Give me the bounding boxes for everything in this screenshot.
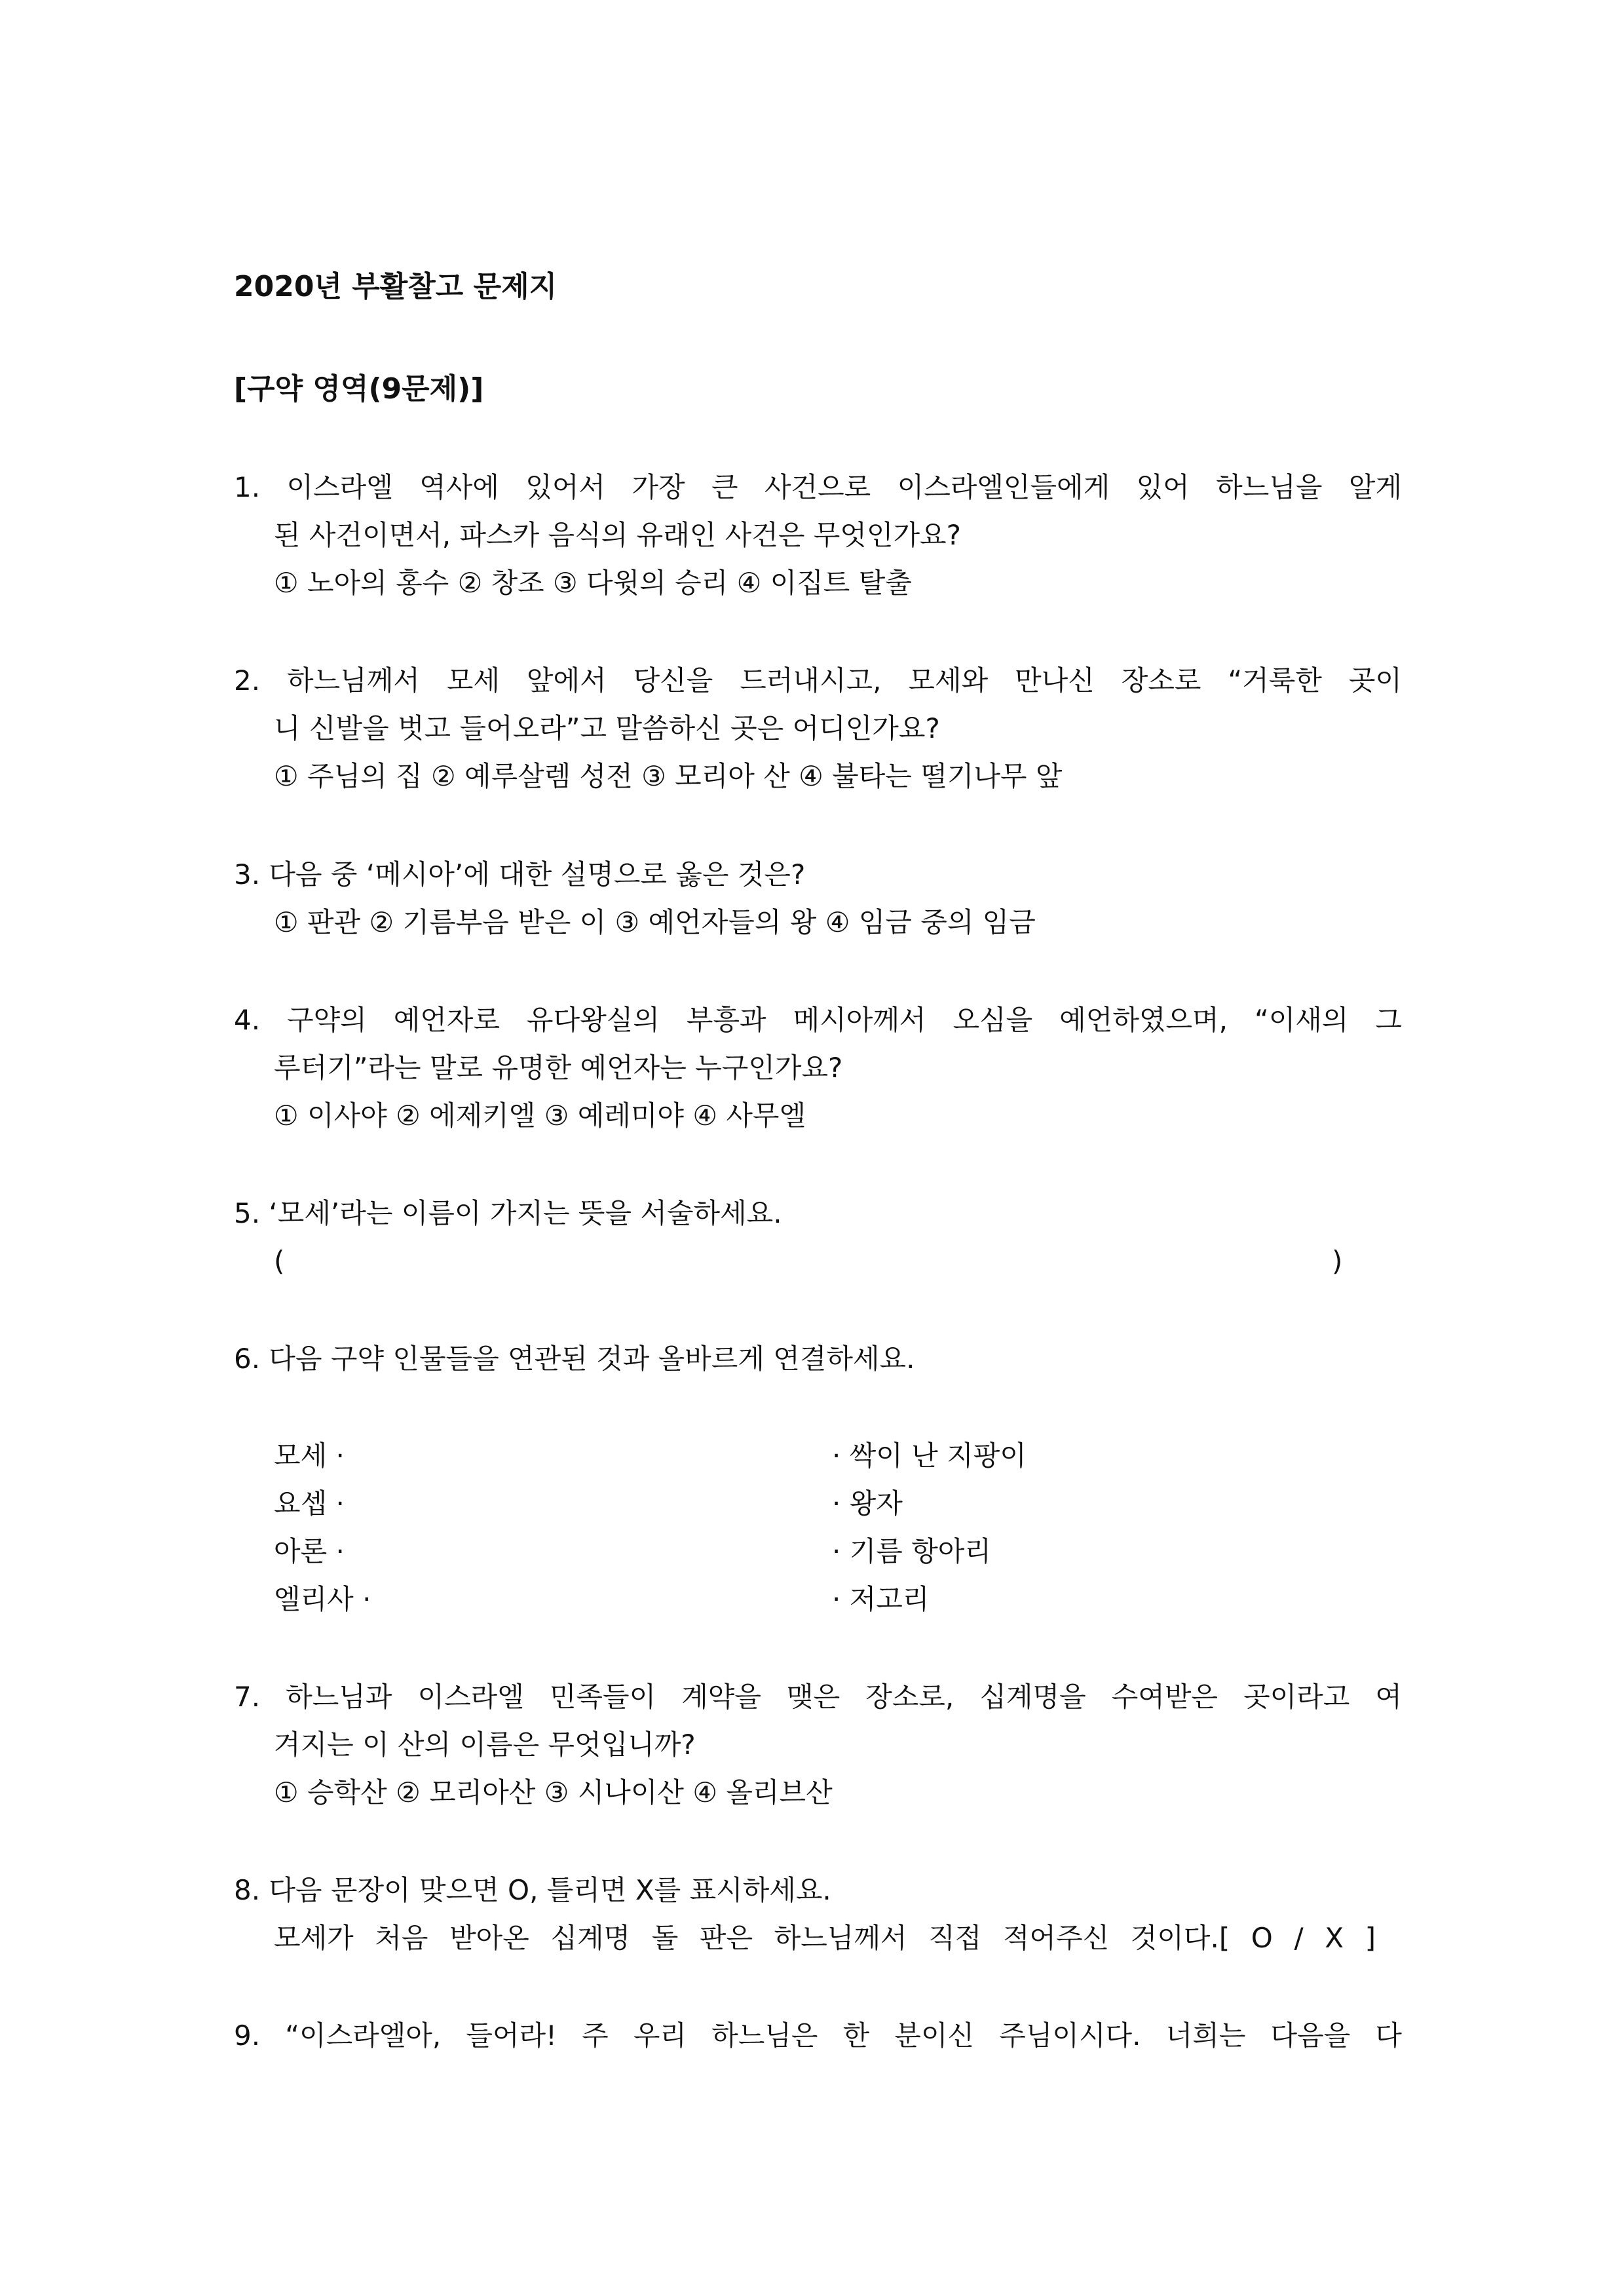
question-4-line-2: 루터기”라는 말로 유명한 예언자는 누구인가요? — [274, 1052, 843, 1084]
question-2-line-1: 2. 하느님께서 모세 앞에서 당신을 드러내시고, 모세와 만나신 장소로 “거룩한 곳이 — [234, 664, 1402, 697]
question-3-line-1: 3. 다음 중 ‘메시아’에 대한 설명으로 옳은 것은? — [234, 858, 806, 890]
answer-open-paren: ( — [274, 1245, 285, 1277]
match-right-item: · 왕자 — [832, 1487, 903, 1520]
question-4-line-1: 4. 구약의 예언자로 유다왕실의 부흥과 메시아께서 오심을 예언하였으며, “이새의 그 — [234, 1004, 1402, 1036]
question-7-line-1: 7. 하느님과 이스라엘 민족들이 계약을 맺은 장소로, 십계명을 수여받은 곳이라고 여 — [234, 1681, 1402, 1713]
question-3-options: ① 판관 ② 기름부음 받은 이 ③ 예언자들의 왕 ④ 임금 중의 임금 — [274, 906, 1036, 938]
match-right-item: · 싹이 난 지팡이 — [832, 1440, 1027, 1472]
question-9-line-1: 9. “이스라엘아, 들어라! 주 우리 하느님은 한 분이신 주님이시다. 너희는 다음을 다 — [234, 2019, 1402, 2052]
question-4-options: ① 이사야 ② 에제키엘 ③ 예레미야 ④ 사무엘 — [274, 1100, 806, 1132]
question-2-line-2: 니 신발을 벗고 들어오라”고 말씀하신 곳은 어디인가요? — [274, 712, 940, 744]
match-left-item: 아론 · — [274, 1535, 345, 1567]
document-title: 2020년 부활찰고 문제지 — [234, 270, 557, 303]
question-8-statement: 모세가 처음 받아온 십계명 돌 판은 하느님께서 직접 적어주신 것이다.[ O / X ] — [274, 1922, 1376, 1954]
match-right-item: · 기름 항아리 — [832, 1535, 991, 1567]
match-left-item: 엘리사 · — [274, 1583, 371, 1615]
question-1-options: ① 노아의 홍수 ② 창조 ③ 다윗의 승리 ④ 이집트 탈출 — [274, 567, 912, 599]
match-left-item: 요셉 · — [274, 1487, 345, 1520]
question-7-line-2: 겨지는 이 산의 이름은 무엇입니까? — [274, 1729, 696, 1761]
question-6-line-1: 6. 다음 구약 인물들을 연관된 것과 올바르게 연결하세요. — [234, 1343, 915, 1375]
section-title: [구약 영역(9문제)] — [234, 372, 484, 406]
match-right-item: · 저고리 — [832, 1583, 930, 1615]
question-7-options: ① 승학산 ② 모리아산 ③ 시나이산 ④ 올리브산 — [274, 1776, 833, 1808]
question-1-line-2: 된 사건이면서, 파스카 음식의 유래인 사건은 무엇인가요? — [274, 519, 961, 551]
question-5-line-1: 5. ‘모세’라는 이름이 가지는 뜻을 서술하세요. — [234, 1197, 782, 1229]
question-1-line-1: 1. 이스라엘 역사에 있어서 가장 큰 사건으로 이스라엘인들에게 있어 하느님을 알게 — [234, 471, 1402, 503]
match-left-item: 모세 · — [274, 1440, 345, 1472]
answer-close-paren: ) — [1332, 1245, 1343, 1277]
question-8-line-1: 8. 다음 문장이 맞으면 O, 틀리면 X를 표시하세요. — [234, 1874, 831, 1906]
question-2-options: ① 주님의 집 ② 예루살렘 성전 ③ 모리아 산 ④ 불타는 떨기나무 앞 — [274, 760, 1063, 792]
